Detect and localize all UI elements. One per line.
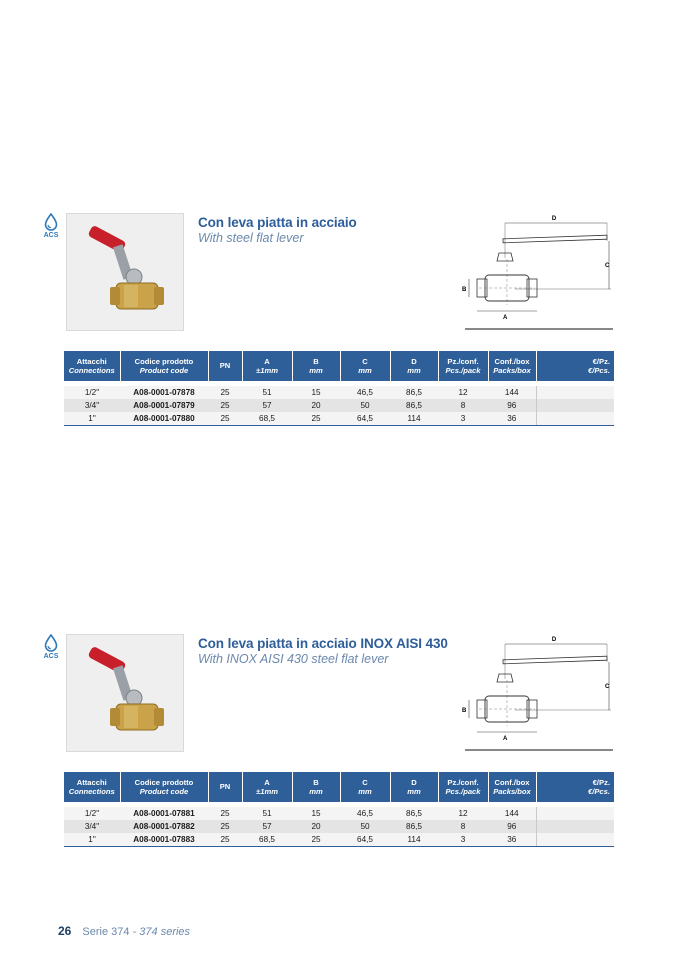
column-header [64, 772, 120, 802]
column-header-it: Attacchi [76, 356, 107, 366]
acs-badge [40, 634, 62, 660]
table-cell: 144 [488, 807, 536, 820]
table-cell: 86,5 [390, 399, 438, 412]
dim-a-label: A [503, 315, 508, 321]
table-cell: 68,5 [242, 412, 292, 426]
table-cell: 1" [64, 833, 120, 847]
column-header [536, 351, 614, 381]
column-header-it: Conf./box [494, 777, 530, 787]
table-cell: 15 [292, 386, 340, 399]
table-cell: 3 [438, 412, 488, 426]
dim-d-label: D [551, 216, 557, 222]
table-row [64, 807, 614, 820]
ball-valve-image [72, 640, 178, 746]
table-cell: 8 [438, 820, 488, 833]
column-header [208, 772, 242, 802]
table-cell: 20 [292, 399, 340, 412]
column-header-it: C [362, 777, 368, 787]
column-header [340, 351, 390, 381]
table-header-row [64, 772, 614, 802]
table-cell: 64,5 [340, 412, 390, 426]
column-header [390, 351, 438, 381]
series-label-en: 374 series [139, 926, 191, 938]
table-cell: 20 [292, 820, 340, 833]
column-header-it: A [264, 356, 270, 366]
column-header [536, 772, 614, 802]
table-cell: 57 [242, 399, 292, 412]
column-header-it: Conf./box [494, 356, 530, 366]
table-cell: 50 [340, 399, 390, 412]
product-title-it: Con leva piatta in acciaio [198, 215, 357, 230]
table-row [64, 399, 614, 412]
column-header-it: B [313, 356, 319, 366]
column-header-en: €/Pcs. [588, 787, 610, 796]
table-cell: 51 [242, 807, 292, 820]
table-cell: 36 [488, 412, 536, 426]
table-cell: 50 [340, 820, 390, 833]
column-header-it: B [313, 777, 319, 787]
dim-c-label: C [605, 684, 610, 690]
column-header-en: Connections [68, 366, 115, 375]
column-header [242, 772, 292, 802]
product-code-cell: A08-0001-07882 [120, 820, 208, 833]
dim-b-label: B [462, 708, 467, 714]
column-header-it: €/Pz. [592, 356, 610, 366]
table-cell: 51 [242, 386, 292, 399]
column-header-en: mm [358, 366, 372, 375]
table-row [64, 386, 614, 399]
product-code-cell: A08-0001-07880 [120, 412, 208, 426]
product-title-it: Con leva piatta in acciaio INOX AISI 430 [198, 636, 448, 651]
ball-valve-image [72, 219, 178, 325]
price-cell [536, 807, 614, 820]
table-cell: 114 [390, 833, 438, 847]
table-cell: 3/4" [64, 399, 120, 412]
table-cell: 68,5 [242, 833, 292, 847]
column-header-en: Product code [139, 787, 189, 796]
price-cell [536, 820, 614, 833]
column-header [208, 351, 242, 381]
table-row [64, 820, 614, 833]
column-header-en: Pcs./pack [445, 787, 481, 796]
product-code-cell: A08-0001-07878 [120, 386, 208, 399]
product-title-en: With steel flat lever [198, 231, 304, 245]
table-cell: 8 [438, 399, 488, 412]
column-header [120, 772, 208, 802]
table-cell: 25 [208, 399, 242, 412]
table-cell: 1/2" [64, 386, 120, 399]
table-cell: 86,5 [390, 820, 438, 833]
price-cell [536, 386, 614, 399]
column-header-en: Product code [139, 366, 189, 375]
column-header-it: Codice prodotto [134, 356, 194, 366]
column-header [292, 772, 340, 802]
table-cell: 64,5 [340, 833, 390, 847]
column-header-it: A [264, 777, 270, 787]
column-header-en: mm [309, 787, 323, 796]
column-header-it: Pz./conf. [447, 356, 479, 366]
column-header-it: D [411, 777, 417, 787]
table-cell: 25 [208, 807, 242, 820]
acs-badge [40, 213, 62, 239]
dim-a-label: A [503, 736, 508, 742]
column-header-it: D [411, 356, 417, 366]
column-header-en: ±1mm [256, 366, 278, 375]
spec-table [64, 772, 614, 847]
column-header-en: mm [407, 366, 421, 375]
dim-d-label: D [551, 637, 557, 643]
product-title-en: With INOX AISI 430 steel flat lever [198, 652, 389, 666]
water-drop-icon [44, 213, 58, 231]
table-cell: 15 [292, 807, 340, 820]
water-drop-icon [44, 634, 58, 652]
price-cell [536, 412, 614, 426]
column-header [242, 351, 292, 381]
column-header-it: Attacchi [76, 777, 107, 787]
product-section-1 [0, 213, 678, 453]
technical-drawing [455, 634, 615, 754]
product-code-cell: A08-0001-07883 [120, 833, 208, 847]
column-header-it: Pz./conf. [447, 777, 479, 787]
column-header [438, 351, 488, 381]
table-cell: 12 [438, 807, 488, 820]
product-code-cell: A08-0001-07881 [120, 807, 208, 820]
table-cell: 25 [208, 386, 242, 399]
column-header-en: ±1mm [256, 787, 278, 796]
table-cell: 25 [208, 833, 242, 847]
table-cell: 12 [438, 386, 488, 399]
acs-label: ACS [43, 653, 59, 660]
column-header-it: C [362, 356, 368, 366]
table-cell: 3 [438, 833, 488, 847]
page-number: 26 [58, 924, 72, 938]
column-header-it: €/Pz. [592, 777, 610, 787]
table-cell: 36 [488, 833, 536, 847]
price-cell [536, 833, 614, 847]
table-cell: 3/4" [64, 820, 120, 833]
table-cell: 46,5 [340, 807, 390, 820]
table-cell: 144 [488, 386, 536, 399]
table-cell: 1" [64, 412, 120, 426]
table-cell: 86,5 [390, 807, 438, 820]
spec-table [64, 351, 614, 426]
product-photo [66, 213, 184, 331]
column-header-it: PN [219, 782, 231, 792]
table-cell: 86,5 [390, 386, 438, 399]
column-header [340, 772, 390, 802]
table-header-row [64, 351, 614, 381]
column-header-en: Packs/box [493, 366, 531, 375]
column-header-it: PN [219, 361, 231, 371]
table-row [64, 833, 614, 847]
table-cell: 57 [242, 820, 292, 833]
table-cell: 96 [488, 820, 536, 833]
table-cell: 96 [488, 399, 536, 412]
table-cell: 114 [390, 412, 438, 426]
table-cell: 25 [292, 412, 340, 426]
column-header-en: €/Pcs. [588, 366, 610, 375]
column-header [488, 772, 536, 802]
acs-label: ACS [43, 232, 59, 239]
column-header [438, 772, 488, 802]
column-header [390, 772, 438, 802]
table-cell: 25 [208, 820, 242, 833]
column-header-en: Pcs./pack [445, 366, 481, 375]
column-header [120, 351, 208, 381]
column-header [64, 351, 120, 381]
product-photo [66, 634, 184, 752]
table-cell: 25 [292, 833, 340, 847]
table-row [64, 412, 614, 426]
page-footer [58, 924, 190, 938]
column-header-en: mm [358, 787, 372, 796]
column-header-en: mm [407, 787, 421, 796]
column-header [488, 351, 536, 381]
product-section-2 [0, 634, 678, 874]
table-cell: 25 [208, 412, 242, 426]
table-cell: 46,5 [340, 386, 390, 399]
column-header-it: Codice prodotto [134, 777, 194, 787]
dim-c-label: C [605, 263, 610, 269]
column-header [292, 351, 340, 381]
column-header-en: Packs/box [493, 787, 531, 796]
series-label-it: Serie 374 - [82, 926, 137, 938]
table-cell: 1/2" [64, 807, 120, 820]
dim-b-label: B [462, 287, 467, 293]
price-cell [536, 399, 614, 412]
product-code-cell: A08-0001-07879 [120, 399, 208, 412]
technical-drawing [455, 213, 615, 333]
column-header-en: Connections [68, 787, 115, 796]
column-header-en: mm [309, 366, 323, 375]
